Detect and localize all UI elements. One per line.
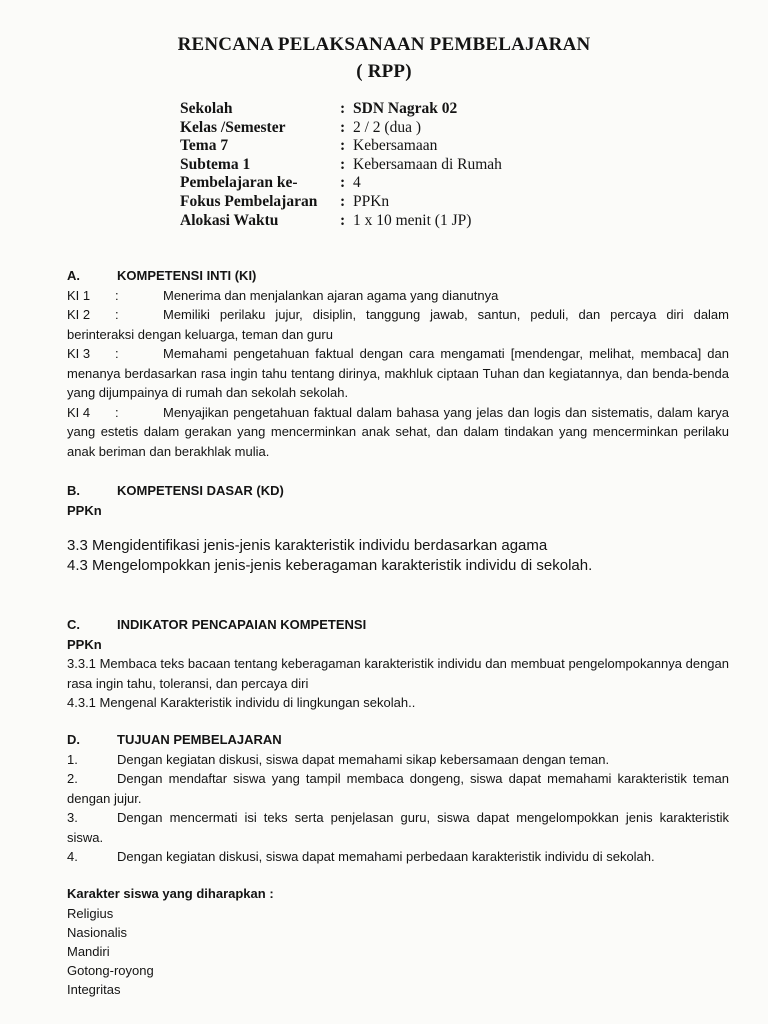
section-kompetensi-dasar	[67, 481, 729, 576]
ki-code: KI 4	[67, 404, 91, 420]
meta-colon: :	[340, 174, 346, 192]
section-heading	[67, 615, 729, 635]
section-letter: C.	[67, 617, 80, 632]
list-item: Nasionalis	[67, 924, 127, 940]
meta-colon: :	[340, 192, 346, 210]
section-title: KOMPETENSI DASAR (KD)	[117, 483, 284, 498]
meta-value: SDN Nagrak 02	[353, 100, 458, 117]
goal-number: 2.	[67, 771, 78, 786]
goal-item	[67, 808, 729, 847]
meta-value: 4	[353, 174, 361, 192]
section-kompetensi-inti	[67, 266, 729, 461]
section-heading	[67, 481, 729, 501]
ki-colon: :	[115, 404, 119, 420]
indicator-item: 4.3.1 Mengenal Karakteristik individu di lingkungan sekolah..	[67, 695, 416, 710]
list-item: Gotong-royong	[67, 962, 154, 978]
goal-number: 4.	[67, 849, 78, 864]
meta-label: Alokasi Waktu	[180, 211, 279, 229]
section-indikator	[67, 615, 729, 713]
section-letter: B.	[67, 483, 80, 498]
section-heading	[67, 730, 729, 750]
goal-item	[67, 847, 729, 867]
meta-label: Pembelajaran ke-	[180, 174, 298, 192]
list-item: Mandiri	[67, 943, 110, 959]
ki-code: KI 2	[67, 307, 91, 322]
goal-item	[67, 750, 729, 770]
section-tujuan	[67, 730, 729, 867]
list-item: Integritas	[67, 981, 121, 997]
section-title: TUJUAN PEMBELAJARAN	[117, 732, 282, 747]
ki-text: Memahami pengetahuan faktual dengan cara mengamati [mendengar, melihat, membaca] dan menanya berdasarkan rasa ingin tahu tentang dirinya, makhluk ciptaan Tuhan dan kegiatannya, dan benda-benda yang dijumpainya di rumah dan sekolah sekolah.	[67, 346, 729, 400]
ki-item	[67, 403, 729, 462]
meta-label: Subtema 1	[180, 155, 251, 173]
section-title: INDIKATOR PENCAPAIAN KOMPETENSI	[117, 617, 367, 632]
meta-colon: :	[340, 118, 346, 136]
subject-label: PPKn	[67, 636, 102, 652]
goal-number: 1.	[67, 751, 78, 767]
karakter-heading: Karakter siswa yang diharapkan :	[67, 886, 274, 901]
goal-text: Dengan kegiatan diskusi, siswa dapat memahami perbedaan karakteristik individu di sekolah.	[117, 849, 655, 864]
ki-colon: :	[115, 346, 119, 361]
meta-label: Sekolah	[180, 100, 233, 117]
ki-code: KI 3	[67, 346, 91, 361]
ki-item	[67, 286, 729, 306]
meta-row	[180, 137, 502, 156]
list-item: Religius	[67, 905, 114, 921]
kd-item: 4.3 Mengelompokkan jenis-jenis keberagaman karakteristik individu di sekolah.	[67, 557, 593, 574]
meta-colon: :	[340, 155, 346, 173]
section-letter: A.	[67, 268, 80, 283]
kd-item: 3.3 Mengidentifikasi jenis-jenis karakteristik individu berdasarkan agama	[67, 537, 548, 554]
identity-block	[180, 100, 502, 230]
subject-label: PPKn	[67, 502, 102, 518]
goal-item	[67, 769, 729, 808]
meta-row	[180, 156, 502, 175]
meta-colon: :	[340, 100, 346, 117]
meta-value: Kebersamaan di Rumah	[353, 155, 502, 173]
meta-row	[180, 193, 502, 212]
meta-row	[180, 100, 502, 119]
goal-number: 3.	[67, 810, 78, 825]
ki-colon: :	[115, 287, 119, 303]
ki-text: Menerima dan menjalankan ajaran agama yang dianutnya	[163, 287, 499, 303]
meta-label: Tema 7	[180, 137, 229, 155]
meta-row	[180, 119, 502, 138]
goal-text: Dengan mencermati isi teks serta penjelasan guru, siswa dapat mengelompokkan jenis karakteristik siswa.	[67, 810, 729, 845]
document-subtitle: ( RPP)	[356, 61, 412, 82]
meta-value: Kebersamaan	[353, 137, 438, 155]
section-letter: D.	[67, 732, 80, 747]
meta-row	[180, 212, 502, 231]
meta-label: Fokus Pembelajaran	[180, 192, 318, 210]
document-title: RENCANA PELAKSANAAN PEMBELAJARAN	[177, 34, 591, 55]
meta-value: 1 x 10 menit (1 JP)	[353, 211, 472, 229]
ki-code: KI 1	[67, 287, 91, 303]
meta-colon: :	[340, 211, 346, 229]
ki-item	[67, 344, 729, 403]
indicator-item: 3.3.1 Membaca teks bacaan tentang keberagaman karakteristik individu dan membuat pengelompokannya dengan rasa ingin tahu, toleransi, dan percaya diri	[67, 656, 729, 691]
section-title: KOMPETENSI INTI (KI)	[117, 268, 257, 283]
meta-value: 2 / 2 (dua )	[353, 118, 422, 136]
goal-text: Dengan kegiatan diskusi, siswa dapat memahami sikap kebersamaan dengan teman.	[117, 751, 610, 767]
goal-text: Dengan mendaftar siswa yang tampil membaca dongeng, siswa dapat memahami karakteristik teman dengan jujur.	[67, 771, 729, 806]
section-heading	[67, 266, 729, 286]
meta-colon: :	[340, 137, 346, 155]
ki-item	[67, 305, 729, 344]
ki-colon: :	[115, 307, 119, 322]
ki-text: Menyajikan pengetahuan faktual dalam bahasa yang jelas dan logis dan sistematis, dalam karya yang estetis dalam gerakan yang mencerminkan anak sehat, dan dalam tindakan yang mencerminkan perilaku anak beriman dan berakhlak mulia.	[67, 404, 729, 459]
section-karakter	[67, 884, 729, 999]
meta-label: Kelas /Semester	[180, 118, 286, 136]
meta-value: PPKn	[353, 192, 390, 210]
ki-text: Memiliki perilaku jujur, disiplin, tanggung jawab, santun, peduli, dan percaya diri dalam berinteraksi dengan keluarga, teman dan guru	[67, 307, 729, 342]
meta-row	[180, 174, 502, 193]
